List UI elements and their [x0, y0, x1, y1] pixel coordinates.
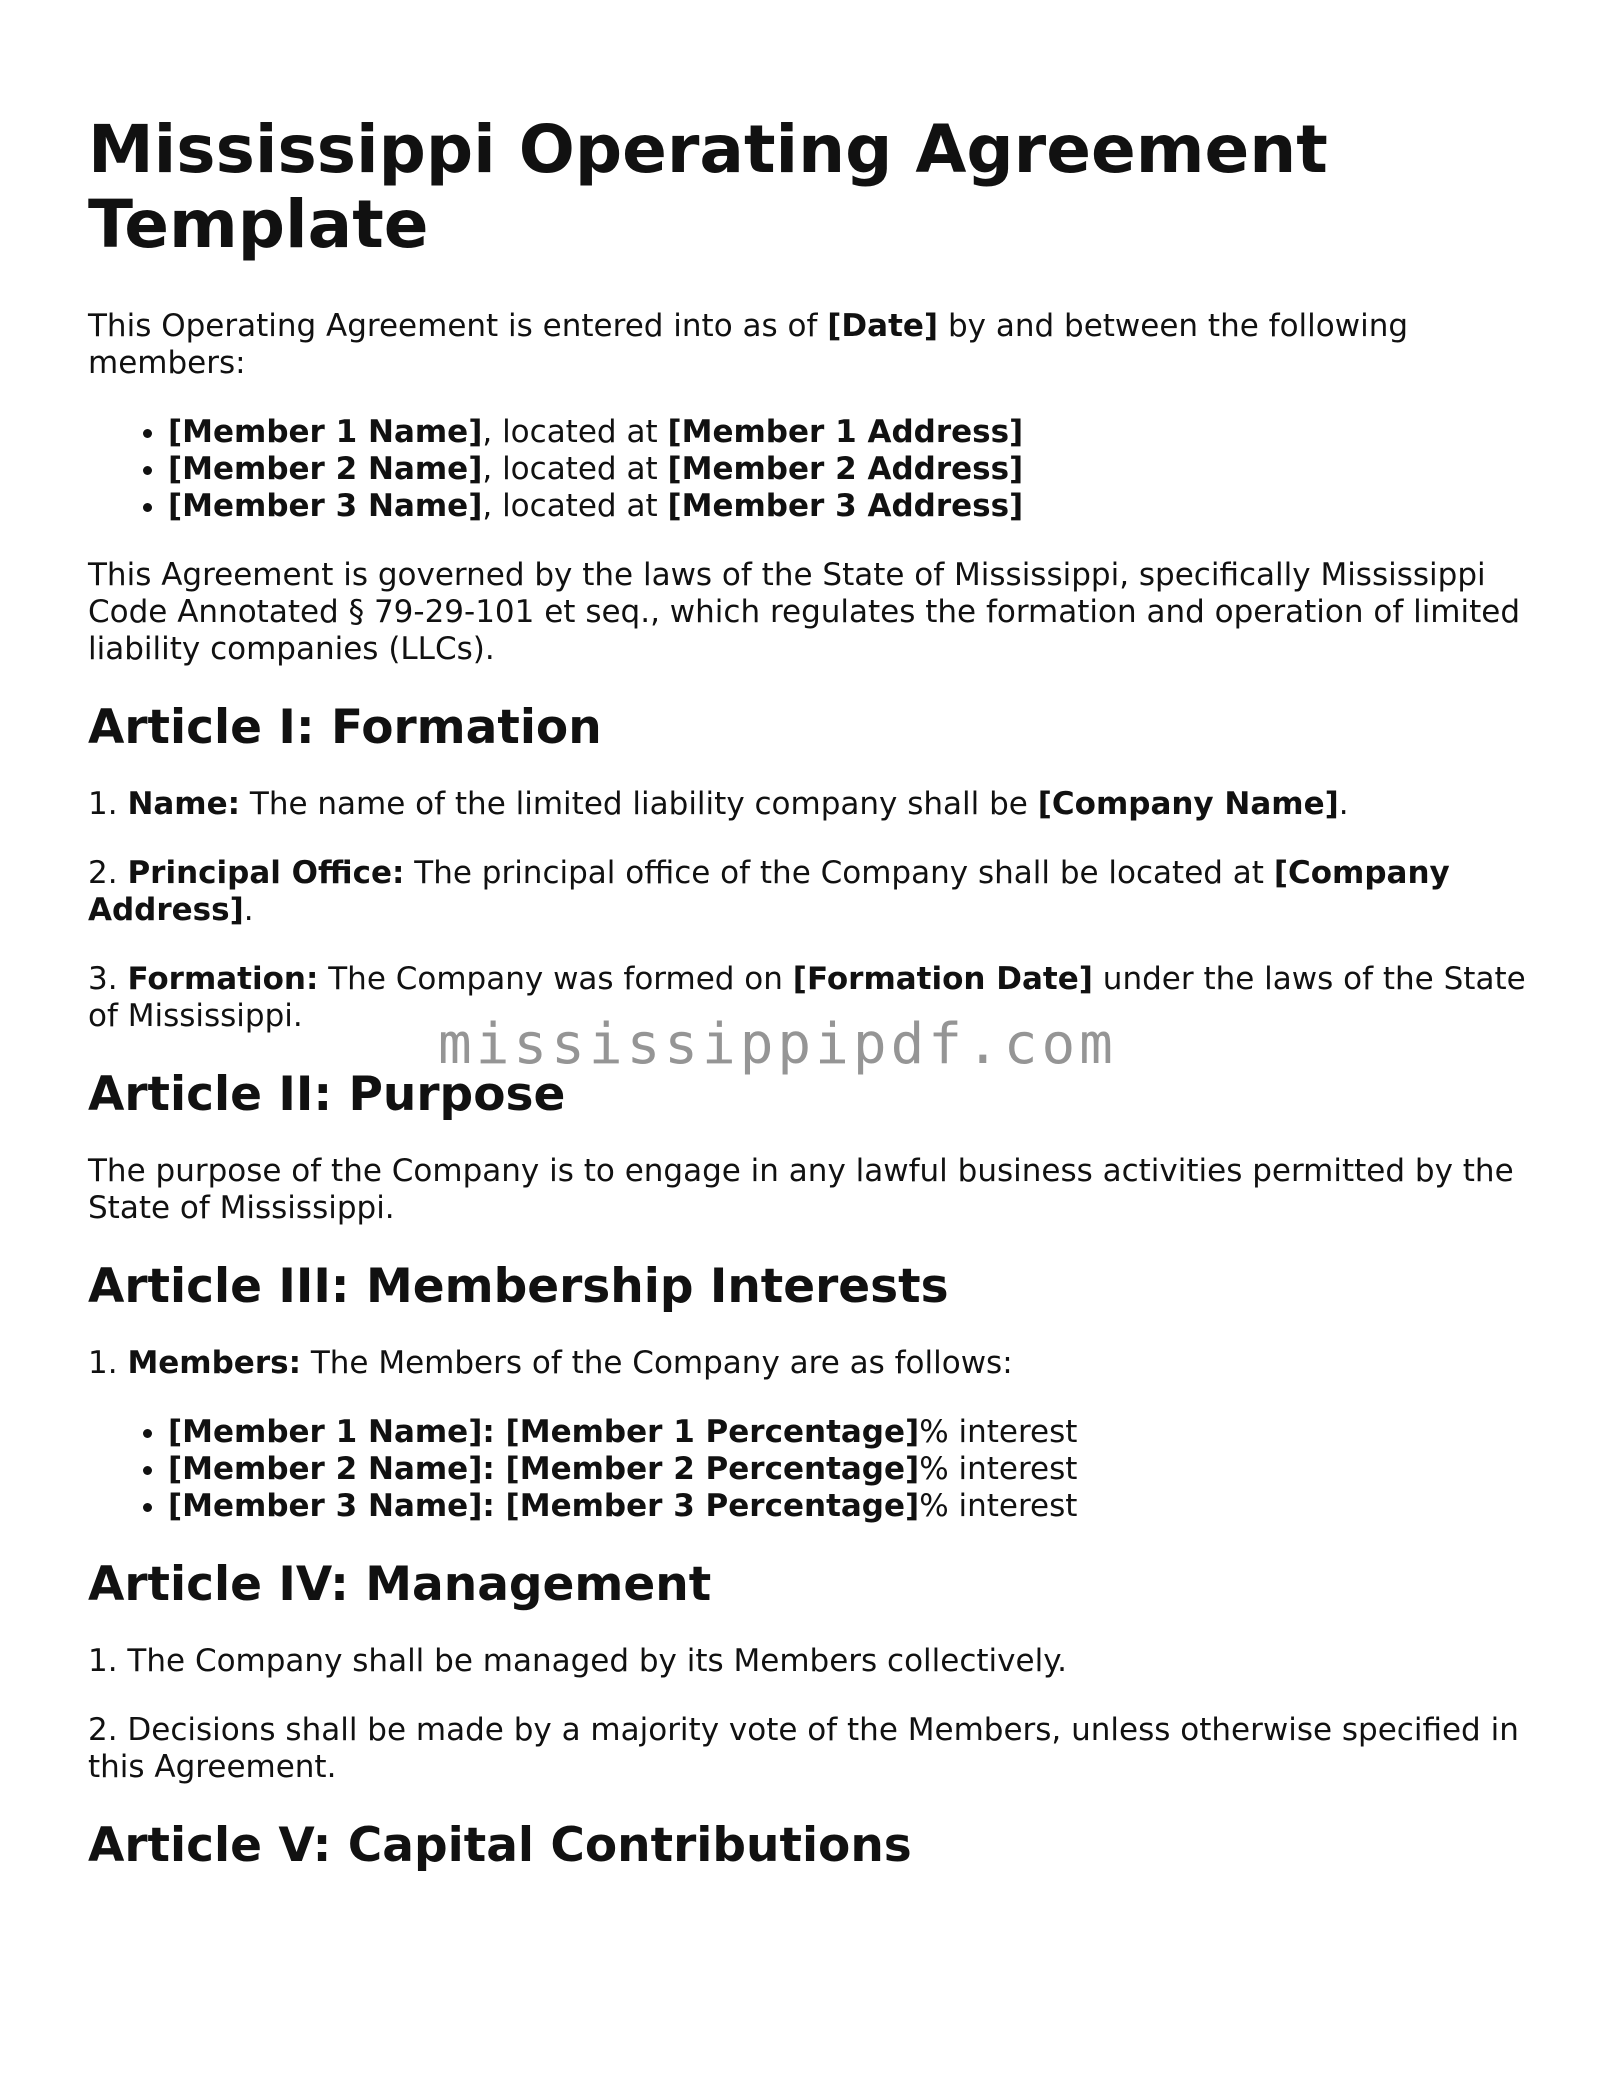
watermark: mississippipdf.com: [438, 1012, 1117, 1077]
article-3-heading: Article III: Membership Interests: [88, 1259, 949, 1314]
item-number: 1.: [88, 786, 128, 822]
article-4-item-2: 2. Decisions shall be made by a majority vote of the Members, unless otherwise specified in this Agreement.: [88, 1712, 1519, 1785]
article-2-heading: Article II: Purpose: [88, 1067, 566, 1122]
member-name: [Member 1 Name]: [168, 414, 483, 450]
item-text: The name of the limited liability company shall be: [240, 786, 1038, 822]
member-name: [Member 1 Name]:: [168, 1414, 495, 1450]
item-end: .: [243, 892, 254, 928]
article-2-text: The purpose of the Company is to engage in any lawful business activities permitted by the State of Mississippi.: [88, 1153, 1514, 1226]
article-4-item-1: 1. The Company shall be managed by its Members collectively.: [88, 1643, 1067, 1679]
list-item: [168, 414, 1528, 451]
item-text: The Members of the Company are as follows:: [300, 1345, 1013, 1381]
article-1-heading: Article I: Formation: [88, 700, 602, 755]
list-separator: , located at: [482, 451, 668, 487]
member-address: [Member 3 Address]: [667, 488, 1024, 524]
company-address-placeholder: [Company Address]: [88, 855, 1450, 928]
intro-text-end: by and between the following members:: [88, 308, 1409, 381]
member-name: [Member 3 Name]: [168, 488, 483, 524]
interest-suffix: % interest: [919, 1414, 1078, 1450]
interest-suffix: % interest: [919, 1488, 1078, 1524]
member-name: [Member 2 Name]: [168, 451, 483, 487]
member-percentage: [Member 2 Percentage]: [494, 1451, 920, 1487]
item-end: .: [1338, 786, 1349, 822]
item-label: Members:: [127, 1345, 301, 1381]
item-number: 3.: [88, 961, 128, 997]
company-name-placeholder: [Company Name]: [1037, 786, 1339, 822]
item-text: The principal office of the Company shall be located at: [404, 855, 1274, 891]
list-separator: , located at: [482, 414, 668, 450]
member-percentage: [Member 3 Percentage]: [494, 1488, 920, 1524]
formation-date-placeholder: [Formation Date]: [792, 961, 1093, 997]
membership-interests-list: [88, 1414, 1528, 1525]
list-item: [168, 451, 1528, 488]
date-placeholder: [Date]: [827, 308, 939, 344]
document-title: Mississippi Operating Agreement Template: [88, 111, 1328, 263]
item-number: 2.: [88, 855, 128, 891]
article-1-item-1: [88, 786, 1528, 823]
list-item: [168, 1414, 1528, 1451]
item-label: Formation:: [127, 961, 319, 997]
member-address: [Member 1 Address]: [667, 414, 1024, 450]
list-item: [168, 1451, 1528, 1488]
member-address: [Member 2 Address]: [667, 451, 1024, 487]
item-text: The Company was formed on: [318, 961, 793, 997]
member-name: [Member 3 Name]:: [168, 1488, 495, 1524]
intro-text-start: This Operating Agreement is entered into as of: [88, 308, 828, 344]
article-4-heading: Article IV: Management: [88, 1557, 712, 1612]
list-item: [168, 1488, 1528, 1525]
member-percentage: [Member 1 Percentage]: [494, 1414, 920, 1450]
list-separator: , located at: [482, 488, 668, 524]
list-item: [168, 488, 1528, 525]
item-text-end: under the laws of the State of Mississippi.: [88, 961, 1526, 1034]
interest-suffix: % interest: [919, 1451, 1078, 1487]
members-address-list: [88, 414, 1528, 525]
article-5-heading: Article V: Capital Contributions: [88, 1818, 912, 1873]
item-label: Principal Office:: [127, 855, 405, 891]
member-name: [Member 2 Name]:: [168, 1451, 495, 1487]
intro-paragraph: [88, 308, 1528, 382]
document-page: [88, 112, 1528, 1904]
item-label: Name:: [127, 786, 241, 822]
governing-law-paragraph: This Agreement is governed by the laws of the State of Mississippi, specifically Mississippi Code Annotated § 79-29-101 et seq., which regulates the formation and operation of limited liability companies (LLCs).: [88, 557, 1521, 667]
article-3-item-1: [88, 1345, 1528, 1382]
item-number: 1.: [88, 1345, 128, 1381]
article-1-item-2: [88, 855, 1528, 929]
